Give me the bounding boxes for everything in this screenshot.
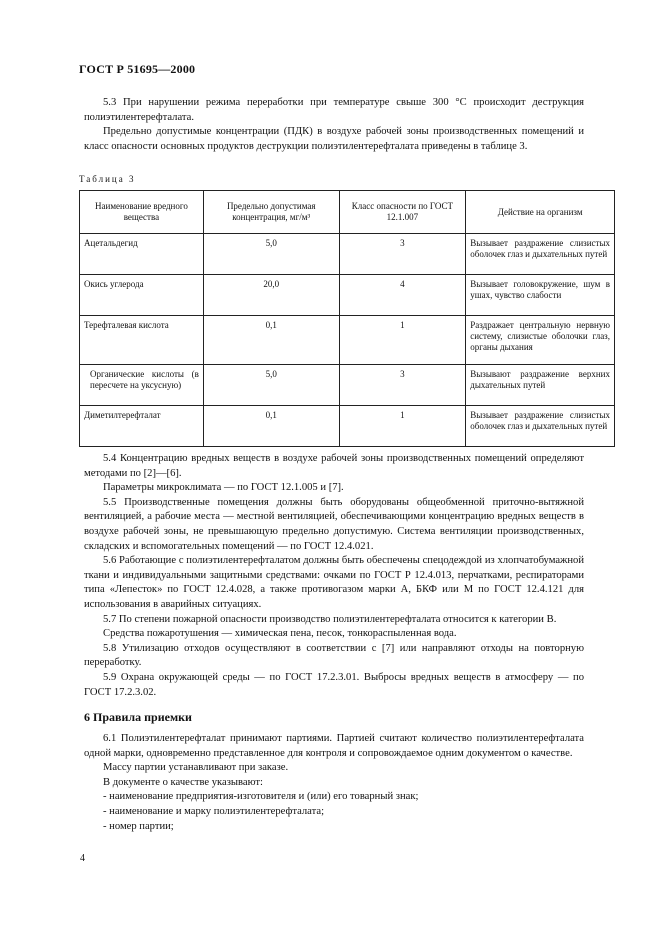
hazard-class-value: 1 <box>339 316 466 365</box>
paragraph-5-6: 5.6 Работающие с полиэтилентерефталатом должны быть обеспечены спецодеждой из хлопчатобумажной ткани и индивидуальными защитными средствами: очками по ГОСТ Р 12.4.013, перчатками, респираторами типа «Лепесток» по ГОСТ 12.4.028, а также противогазом марки А, БКФ или М по ГОСТ 12.4.121 для использования в аварийных ситуациях. <box>84 555 584 610</box>
concentration-value: 5,0 <box>203 365 339 406</box>
effect-text: Вызывает головокружение, шум в ушах, чувство слабости <box>466 275 615 316</box>
concentration-value: 0,1 <box>203 316 339 365</box>
hazard-class-value: 1 <box>339 406 466 447</box>
paragraph-5-5: 5.5 Производственные помещения должны быть оборудованы общеобменной приточно-вытяжной вентиляцией, а рабочие места — местной вентиляцией, обеспечивающими концентрацию вредных веществ в воздухе рабочей зоны, не превышающую предельно допустимую. Система вентиляции производственных, складских и вспомогательных помещений — по ГОСТ 12.4.021. <box>84 496 584 552</box>
section-6-text <box>84 732 584 834</box>
table-row <box>80 365 615 406</box>
concentration-value: 5,0 <box>203 234 339 275</box>
paragraph-5-3: 5.3 При нарушении режима переработки при температуре свыше 300 °С происходит деструкция полиэтилентерефталата. <box>84 97 584 123</box>
paragraph-quality-doc: В документе о качестве указывают: <box>103 776 263 788</box>
paragraph-pdk: Предельно допустимые концентрации (ПДК) в воздухе рабочей зоны производственных помещений и класс опасности основных продуктов деструкции полиэтилентерефталата приведены в таблице 3. <box>84 126 584 152</box>
col-header-substance: Наименование вредного вещества <box>80 191 204 234</box>
paragraph-5-9: 5.9 Охрана окружающей среды — по ГОСТ 17.2.3.01. Выбросы вредных веществ в атмосферу — по ГОСТ 17.2.3.02. <box>84 671 584 698</box>
col-header-concentration: Предельно допустимая концентрация, мг/м³ <box>203 191 339 234</box>
col-header-hazard-class: Класс опасности по ГОСТ 12.1.007 <box>339 191 466 234</box>
list-item: - наименование предприятия-изготовителя и (или) его товарный знак; <box>103 791 419 803</box>
paragraph-5-4: 5.4 Концентрацию вредных веществ в воздухе рабочей зоны производственных помещений определяют методами по [2]—[6]. <box>84 453 584 479</box>
body-text <box>84 452 584 700</box>
table-row <box>80 234 615 275</box>
effect-text: Вызывают раздражение верхних дыхательных путей <box>466 365 615 406</box>
substance-name: Диметилтерефталат <box>80 406 204 447</box>
paragraph-lot-mass: Массу партии устанавливают при заказе. <box>103 762 289 774</box>
table-row <box>80 275 615 316</box>
effect-text: Вызывает раздражение слизистых оболочек глаз и дыхательных путей <box>466 406 615 447</box>
intro-text <box>84 96 584 154</box>
paragraph-microclimate: Параметры микроклимата — по ГОСТ 12.1.005 и [7]. <box>103 482 344 494</box>
effect-text: Раздражает центральную нервную систему, слизистые оболочки глаз, органы дыхания <box>466 316 615 365</box>
hazard-class-value: 4 <box>339 275 466 316</box>
paragraph-5-8: 5.8 Утилизацию отходов осуществляют в соответствии с [7] или направляют отходы на повторную переработку. <box>84 642 584 669</box>
table-caption: Таблица 3 <box>79 174 136 184</box>
table-row <box>80 316 615 365</box>
substance-name: Окись углерода <box>80 275 204 316</box>
effect-text: Вызывает раздражение слизистых оболочек глаз и дыхательных путей <box>466 234 615 275</box>
table-row <box>80 406 615 447</box>
document-header: ГОСТ Р 51695—2000 <box>79 62 196 76</box>
section-6-title: 6 Правила приемки <box>84 710 192 724</box>
page-number: 4 <box>80 853 85 864</box>
list-item: - номер партии; <box>103 820 174 832</box>
concentration-value: 20,0 <box>203 275 339 316</box>
concentration-value: 0,1 <box>203 406 339 447</box>
col-header-effect: Действие на организм <box>466 191 615 234</box>
paragraph-6-1: 6.1 Полиэтилентерефталат принимают партиями. Партией считают количество полиэтилентерефталата одной марки, одновременно представленное для контроля и сопровождаемое одним документом о качестве. <box>84 733 584 759</box>
substance-name: Органические кислоты (в пересчете на уксусную) <box>80 365 204 406</box>
paragraph-fire-means: Средства пожаротушения — химическая пена, песок, тонкораспыленная вода. <box>103 628 457 640</box>
hazard-class-value: 3 <box>339 365 466 406</box>
hazard-class-value: 3 <box>339 234 466 275</box>
table-header-row <box>80 191 615 234</box>
list-item: - наименование и марку полиэтилентерефталата; <box>103 805 325 817</box>
substance-name: Ацетальдегид <box>80 234 204 275</box>
substance-name: Терефталевая кислота <box>80 316 204 365</box>
paragraph-5-7: 5.7 По степени пожарной опасности производство полиэтилентерефталата относится к категории В. <box>103 613 557 625</box>
hazard-table <box>79 190 615 447</box>
